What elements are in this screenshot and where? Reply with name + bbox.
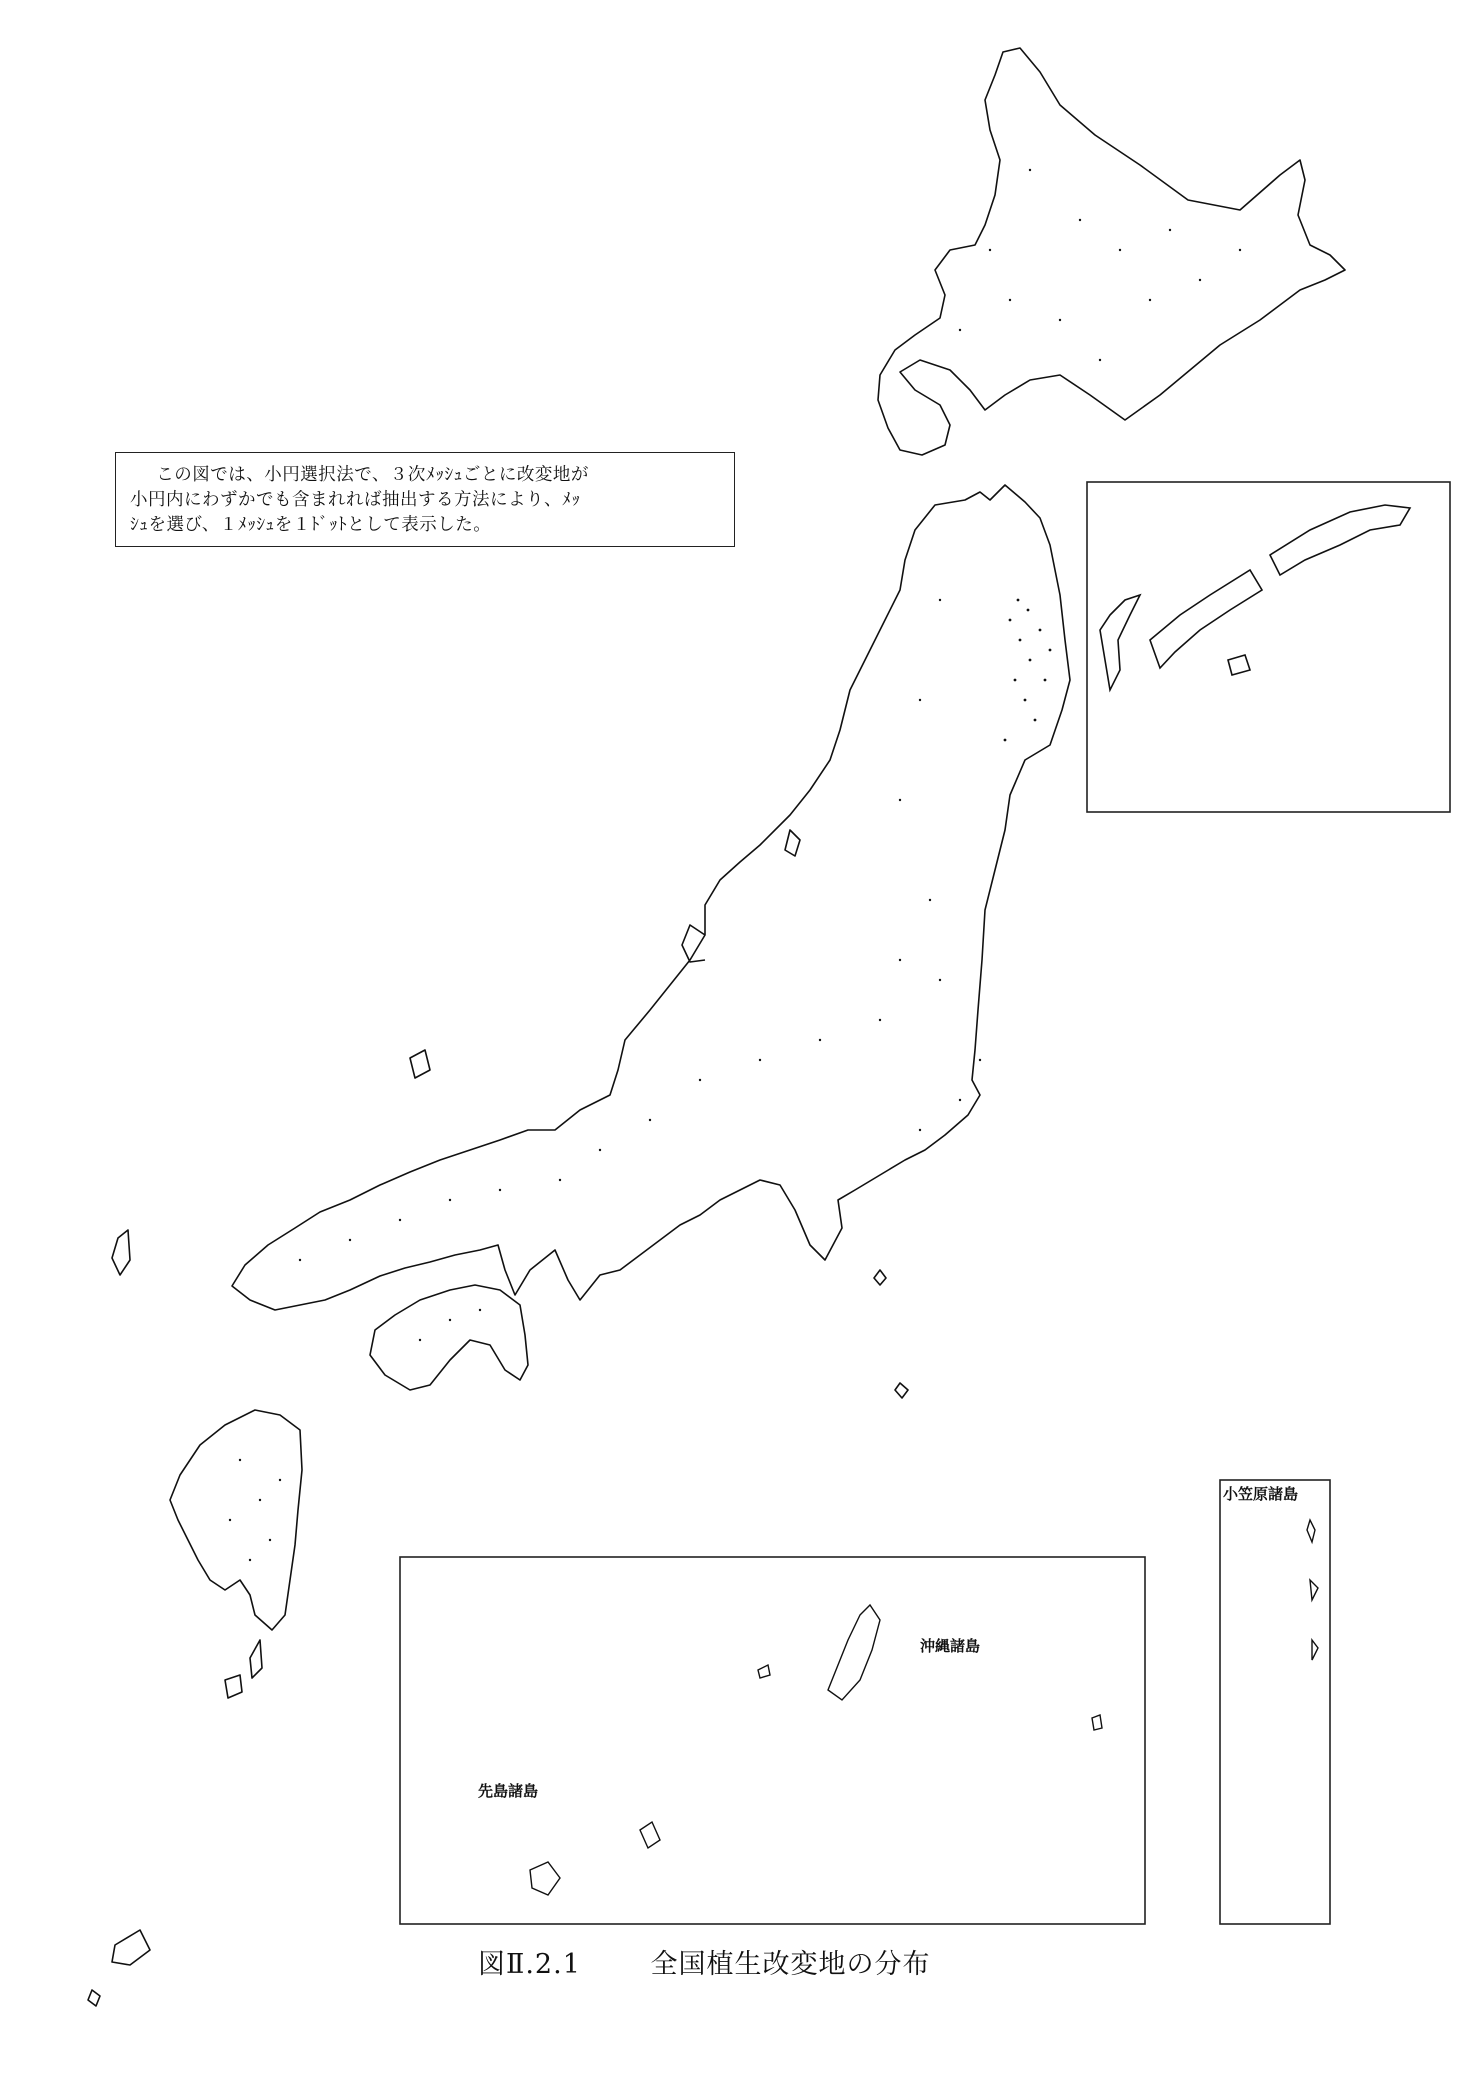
okinawa-label: 沖縄諸島 [920, 1637, 981, 1655]
kuril-island-1 [1100, 595, 1140, 690]
ogasawara-inset-frame [1220, 1480, 1330, 1924]
figure-number: 図Ⅱ.2.1 [478, 1949, 581, 1980]
ogasawara-isle-2 [1310, 1580, 1318, 1600]
method-note-line-1: この図では、小円選択法で、３次ﾒｯｼｭごとに改変地が [156, 465, 589, 485]
izu-oshima-outline [874, 1270, 886, 1285]
ogasawara-isle-3 [1312, 1640, 1318, 1660]
noto-peninsula-outline [682, 925, 705, 962]
hachijo-outline [895, 1383, 908, 1398]
amami-outline [112, 1930, 150, 1965]
okinawa-island [828, 1605, 880, 1700]
figure-title: 全国植生改変地の分布 [650, 1949, 931, 1980]
oki-outline [410, 1050, 430, 1078]
sado-outline [785, 830, 800, 856]
kyushu-outline [170, 1410, 302, 1630]
method-note-line-2: 小円内にわずかでも含まれれば抽出する方法により、ﾒｯ [130, 490, 581, 510]
kuril-island-3 [1270, 505, 1410, 575]
method-note-line-3: ｼｭを選び、１ﾒｯｼｭを１ﾄﾞｯﾄとして表示した。 [130, 515, 492, 535]
kuril-inset-frame [1087, 482, 1450, 812]
small-isle-a [1092, 1715, 1102, 1730]
miyako-island [640, 1822, 660, 1848]
shikoku-outline [370, 1285, 528, 1390]
honshu-outline [232, 485, 1070, 1310]
small-island-outline [88, 1990, 100, 2006]
method-note-box [115, 452, 735, 547]
ishigaki-island [530, 1862, 560, 1895]
mesh-dot-field [229, 169, 1241, 1561]
tanegashima-outline [250, 1640, 262, 1678]
hokkaido-outline [878, 48, 1345, 455]
kuril-island-2 [1150, 570, 1262, 668]
tsushima-outline [112, 1230, 130, 1275]
sakishima-label: 先島諸島 [478, 1782, 539, 1800]
figure-caption [478, 1942, 930, 1981]
kuril-island-4 [1228, 655, 1250, 675]
nansei-inset-frame [400, 1557, 1145, 1924]
kume-island [758, 1665, 770, 1678]
yakushima-outline [225, 1675, 242, 1698]
ogasawara-isle-1 [1307, 1520, 1315, 1542]
ogasawara-label: 小笠原諸島 [1223, 1485, 1299, 1503]
